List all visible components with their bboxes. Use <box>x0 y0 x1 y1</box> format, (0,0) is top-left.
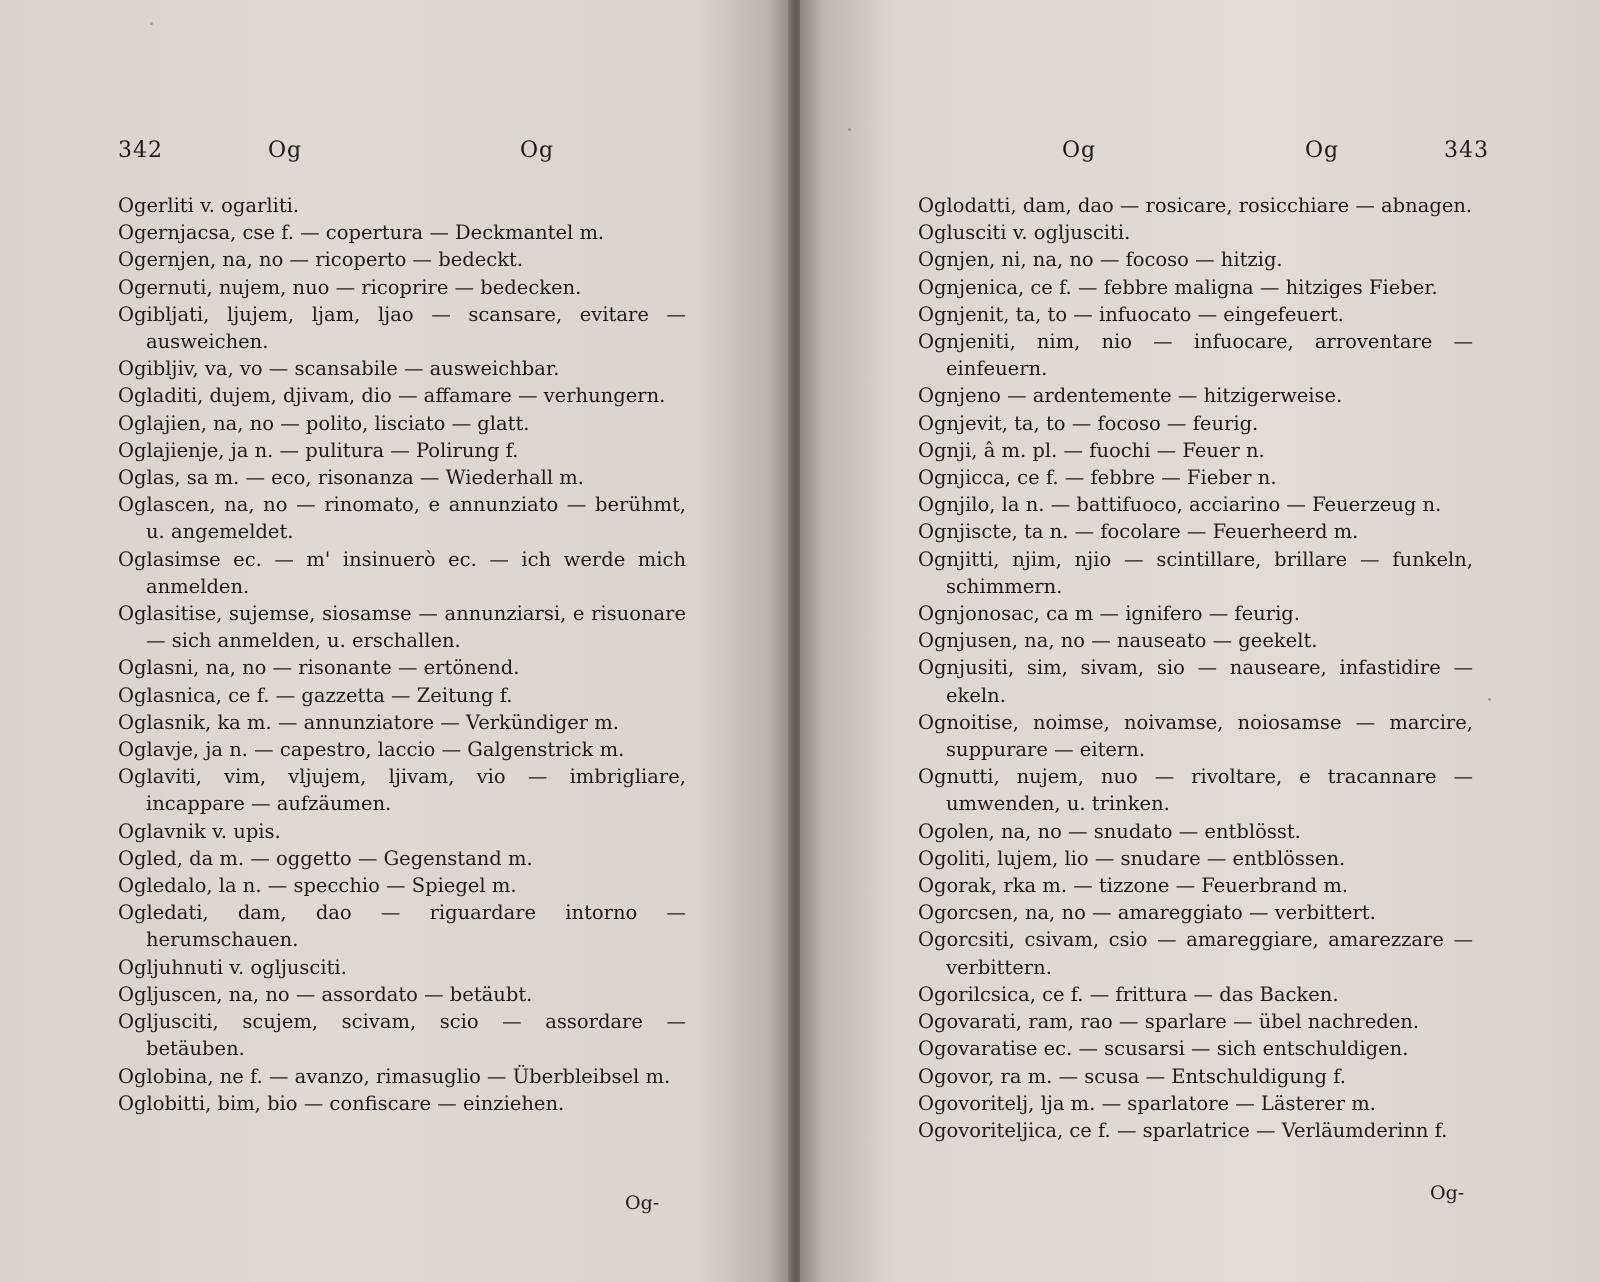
dictionary-entry: Oglasnik, ka m. — annunziatore — Verkündiger m. <box>118 710 619 734</box>
dictionary-entry: Oglaviti, vim, vljujem, ljivam, vio — imbrigliare, incappare — aufzäumen. <box>118 765 686 816</box>
dictionary-entry: Ogovoriteljica, ce f. — sparlatrice — Verläumderinn f. <box>918 1118 1448 1142</box>
dictionary-entry: Ogovoritelj, lja m. — sparlatore — Lästerer m. <box>918 1091 1376 1115</box>
catchword: Og- <box>1430 1182 1465 1204</box>
left-page <box>0 0 792 1282</box>
dictionary-entry: Ognoitise, noimse, noivamse, noiosamse — marcire, suppurare — eitern. <box>918 710 1473 762</box>
dictionary-entry: Ogerliti v. ogarliti. <box>118 194 300 217</box>
dictionary-entry: Ogladiti, dujem, djivam, dio — affamare — verhungern. <box>118 384 666 408</box>
paper-speck <box>848 128 851 131</box>
dictionary-entry: Ognjeno — ardentemente — hitzigerweise. <box>918 384 1343 408</box>
dictionary-entry: Ogljuhnuti v. ogljusciti. <box>118 955 347 979</box>
dictionary-entry: Oglobitti, bim, bio — confiscare — einziehen. <box>118 1091 565 1115</box>
running-head-left: Og <box>268 138 303 163</box>
dictionary-entry: Oglodatti, dam, dao — rosicare, rosicchiare — abnagen. <box>918 194 1473 217</box>
dictionary-entry: Ognutti, nujem, nuo — rivoltare, e tracannare — umwenden, u. trinken. <box>918 765 1473 816</box>
dictionary-entry: Oglasitise, sujemse, siosamse — annunziarsi, e risuonare — sich anmelden, u. erschallen. <box>118 602 686 653</box>
dictionary-entry: Ogorak, rka m. — tizzone — Feuerbrand m. <box>918 874 1349 898</box>
dictionary-entry: Oglascen, na, no — rinomato, e annunziato — berühmt, u. angemeldet. <box>118 493 686 544</box>
dictionary-entry: Ogledati, dam, dao — riguardare intorno — herumschauen. <box>118 901 686 952</box>
dictionary-entry: Oglas, sa m. — eco, risonanza — Wiederhall m. <box>118 466 584 490</box>
dictionary-entry: Ognjen, ni, na, no — focoso — hitzig. <box>918 248 1283 272</box>
dictionary-entry: Ogibljati, ljujem, ljam, ljao — scansare, evitare — ausweichen. <box>118 302 686 354</box>
dictionary-entry: Oglobina, ne f. — avanzo, rimasuglio — Überbleibsel m. <box>118 1064 671 1088</box>
dictionary-entry: Ogorcsen, na, no — amareggiato — verbittert. <box>918 901 1376 925</box>
paper-speck <box>1488 698 1491 701</box>
dictionary-entry: Ogljuscen, na, no — assordato — betäubt. <box>118 982 533 1006</box>
dictionary-entry: Ognjilo, la n. — battifuoco, acciarino — Feuerzeug n. <box>918 493 1442 517</box>
dictionary-entry: Ogernjen, na, no — ricoperto — bedeckt. <box>118 248 524 272</box>
left-entry-list <box>118 192 686 1117</box>
dictionary-entry: Ognjonosac, ca m — ignifero — feurig. <box>918 602 1300 626</box>
catchword: Og- <box>625 1192 660 1214</box>
dictionary-entry: Ogljusciti, scujem, scivam, scio — assordare — betäuben. <box>118 1010 686 1061</box>
dictionary-entry: Oglasni, na, no — risonante — ertönend. <box>118 656 520 680</box>
dictionary-entry: Oglajienje, ja n. — pulitura — Polirung f. <box>118 438 519 462</box>
dictionary-entry: Ognjeniti, nim, nio — infuocare, arroventare — einfeuern. <box>918 330 1473 381</box>
dictionary-entry: Ogovarati, ram, rao — sparlare — übel nachreden. <box>918 1010 1420 1034</box>
dictionary-entry: Ogorcsiti, csivam, csio — amareggiare, amarezzare — verbittern. <box>918 928 1473 979</box>
dictionary-entry: Ognjevit, ta, to — focoso — feurig. <box>918 411 1259 435</box>
dictionary-entry: Ogovaratise ec. — scusarsi — sich entschuldigen. <box>918 1037 1409 1061</box>
running-head-right: Og <box>520 138 555 163</box>
running-head-left: Og <box>1062 138 1097 163</box>
dictionary-entry: Ognjiscte, ta n. — focolare — Feuerheerd m. <box>918 520 1359 544</box>
dictionary-entry: Ognjitti, njim, njio — scintillare, brillare — funkeln, schimmern. <box>918 547 1473 598</box>
dictionary-entry: Ogernjacsa, cse f. — copertura — Deckmantel m. <box>118 221 605 245</box>
dictionary-entry: Ognjicca, ce f. — febbre — Fieber n. <box>918 466 1277 490</box>
dictionary-entry: Ogledalo, la n. — specchio — Spiegel m. <box>118 874 517 898</box>
page-number: 342 <box>118 138 163 163</box>
dictionary-entry: Oglajien, na, no — polito, lisciato — glatt. <box>118 411 530 435</box>
running-head-right: Og <box>1305 138 1340 163</box>
dictionary-entry: Oglusciti v. ogljusciti. <box>918 221 1131 245</box>
right-page <box>800 0 1600 1282</box>
dictionary-entry: Ogorilcsica, ce f. — frittura — das Backen. <box>918 982 1339 1006</box>
paper-speck <box>150 22 153 25</box>
dictionary-entry: Oglasimse ec. — m' insinuerò ec. — ich werde mich anmelden. <box>118 547 686 598</box>
dictionary-entry: Ognjenica, ce f. — febbre maligna — hitziges Fieber. <box>918 275 1438 299</box>
right-entry-list <box>918 192 1473 1144</box>
dictionary-entry: Ognjenit, ta, to — infuocato — eingefeuert. <box>918 302 1344 326</box>
dictionary-entry: Oglavje, ja n. — capestro, laccio — Galgenstrick m. <box>118 738 625 762</box>
dictionary-entry: Oglavnik v. upis. <box>118 819 281 843</box>
dictionary-entry: Ogolen, na, no — snudato — entblösst. <box>918 819 1301 843</box>
dictionary-entry: Ogibljiv, va, vo — scansabile — ausweichbar. <box>118 357 560 381</box>
dictionary-entry: Oglasnica, ce f. — gazzetta — Zeitung f. <box>118 683 513 707</box>
dictionary-entry: Ogled, da m. — oggetto — Gegenstand m. <box>118 846 533 870</box>
dictionary-entry: Ognjusen, na, no — nauseato — geekelt. <box>918 629 1318 653</box>
dictionary-entry: Ogernuti, nujem, nuo — ricoprire — bedecken. <box>118 275 582 299</box>
page-number: 343 <box>1444 138 1489 163</box>
dictionary-entry: Ognji, â m. pl. — fuochi — Feuer n. <box>918 438 1265 462</box>
dictionary-entry: Ogovor, ra m. — scusa — Entschuldigung f. <box>918 1064 1346 1088</box>
dictionary-entry: Ogoliti, lujem, lio — snudare — entblössen. <box>918 846 1346 870</box>
dictionary-entry: Ognjusiti, sim, sivam, sio — nauseare, infastidire — ekeln. <box>918 656 1473 707</box>
